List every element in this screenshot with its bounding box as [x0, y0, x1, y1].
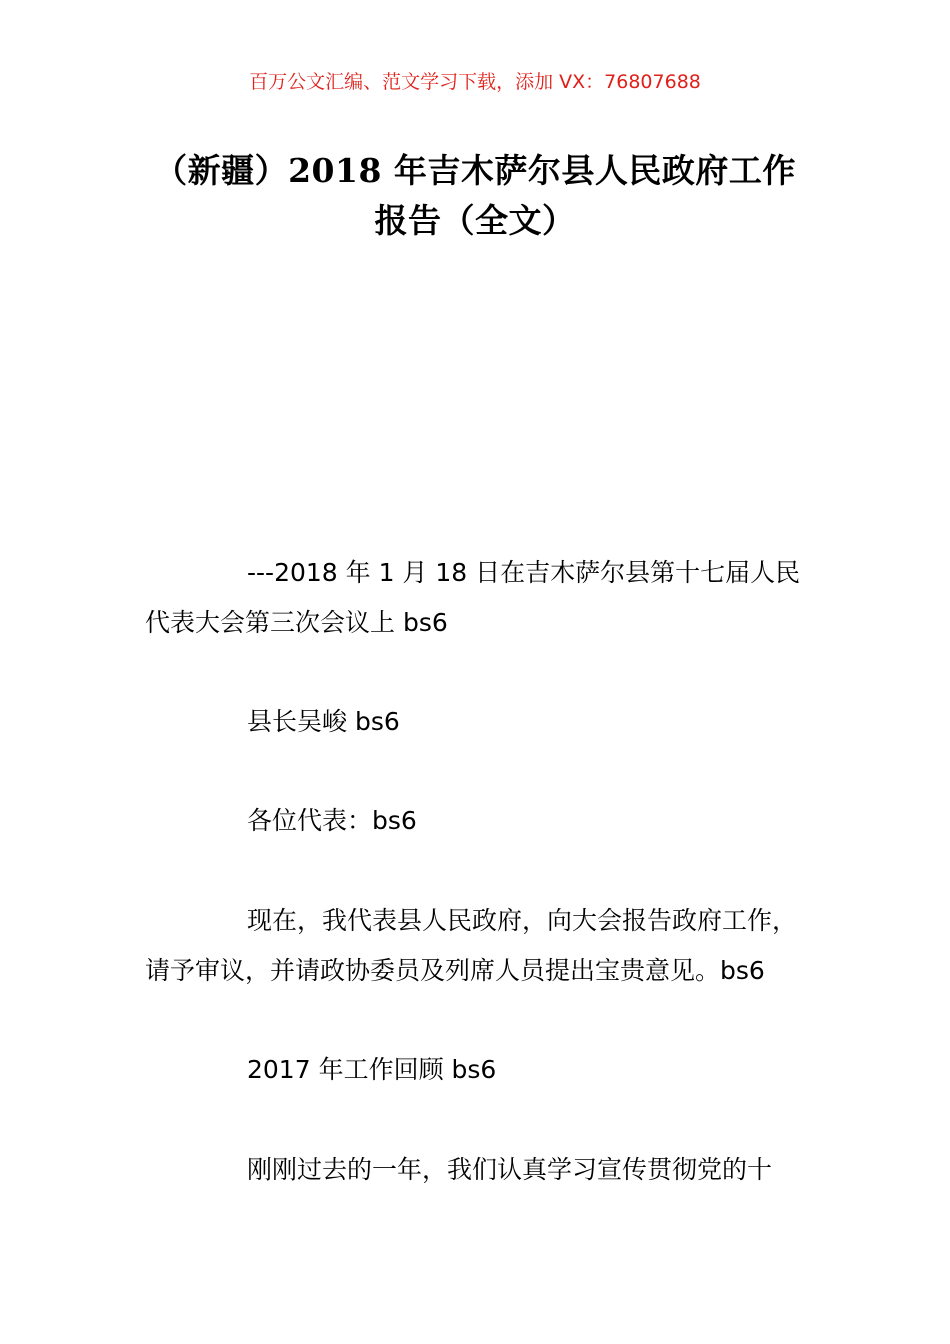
paragraph-line: 现在，我代表县人民政府，向大会报告政府工作， [247, 906, 798, 935]
paragraph-line: 刚刚过去的一年，我们认真学习宣传贯彻党的十 [247, 1155, 773, 1184]
paragraph-line: 县长吴峻 bs6 [247, 707, 400, 736]
paragraph-review-start [145, 1145, 835, 1195]
section-heading-review [145, 1045, 835, 1095]
title-line-1: （新疆）2018 年吉木萨尔县人民政府工作 [154, 151, 796, 190]
paragraph-line: 代表大会第三次会议上 bs6 [145, 608, 448, 637]
paragraph-line: 各位代表：bs6 [247, 806, 417, 835]
paragraph-line: 2017 年工作回顾 bs6 [247, 1055, 497, 1084]
document-title [150, 146, 800, 246]
paragraph-meeting-info [145, 548, 835, 648]
paragraph-salutation [145, 796, 835, 846]
paragraph-line: ---2018 年 1 月 18 日在吉木萨尔县第十七届人民 [247, 558, 801, 587]
paragraph-line: 请予审议，并请政协委员及列席人员提出宝贵意见。bs6 [145, 956, 765, 985]
header-watermark-note: 百万公文汇编、范文学习下载，添加 VX：76807688 [249, 71, 701, 93]
title-line-2: 报告（全文） [374, 201, 576, 240]
paragraph-speaker [145, 697, 835, 747]
paragraph-intro [145, 896, 835, 996]
